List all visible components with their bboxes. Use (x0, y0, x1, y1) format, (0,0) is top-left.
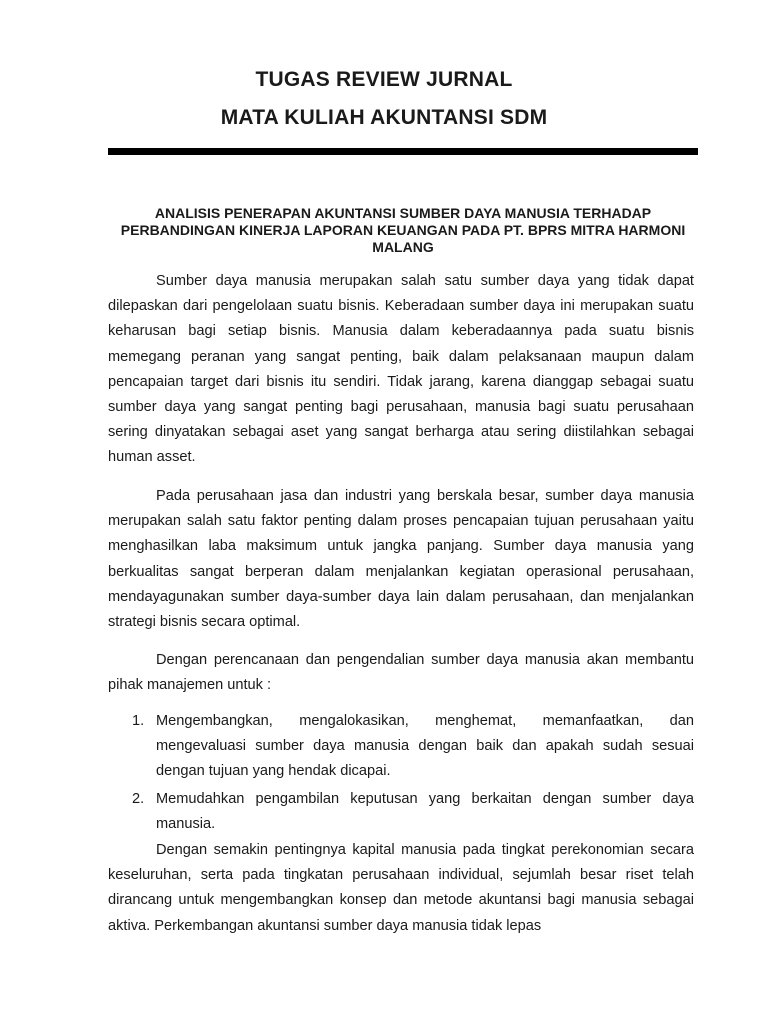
document-title: TUGAS REVIEW JURNAL (255, 68, 513, 91)
paragraph-1 (108, 269, 694, 471)
paragraph-4 (108, 838, 694, 939)
title-divider (108, 148, 698, 155)
list-number: 2. (132, 791, 145, 807)
paragraph-2 (108, 484, 694, 635)
document-subtitle: MATA KULIAH AKUNTANSI SDM (220, 106, 548, 129)
list-text: Mengembangkan, mengalokasikan, menghemat, memanfaatkan, dan mengevaluasi sumber daya manusia dengan baik dan apakah sudah sesuai dengan tujuan yang hendak dicapai. (156, 713, 694, 780)
paragraph-text: Dengan perencanaan dan pengendalian sumber daya manusia akan membantu pihak manajemen untuk : (108, 652, 694, 694)
paragraph-3 (108, 648, 694, 698)
paragraph-text: Sumber daya manusia merupakan salah satu sumber daya yang tidak dapat dilepaskan dari pengelolaan suatu bisnis. Keberadaan sumber daya ini merupakan suatu keharusan bagi setiap bisnis. Manusia dalam keberadaannya pada suatu bisnis memegang peranan yang sangat penting, baik dalam pelaksanaan maupun dalam pencapaian target dari bisnis itu sendiri. Tidak jarang, karena dianggap sebagai suatu sumber daya yang sangat penting bagi perusahaan, manusia bagi suatu perusahaan sering dinyatakan sebagai aset yang sangat berharga atau sering diistilahkan sebagai human asset. (108, 273, 694, 466)
list-text: Memudahkan pengambilan keputusan yang berkaitan dengan sumber daya manusia. (156, 791, 694, 833)
list-item (108, 709, 694, 785)
journal-heading: ANALISIS PENERAPAN AKUNTANSI SUMBER DAYA MANUSIA TERHADAP PERBANDINGAN KINERJA LAPORAN KEUANGAN PADA PT. BPRS MITRA HARMONI MALANG (120, 205, 686, 255)
list-number: 1. (132, 713, 145, 729)
paragraph-text: Pada perusahaan jasa dan industri yang berskala besar, sumber daya manusia merupakan salah satu faktor penting dalam proses pencapaian tujuan perusahaan yaitu menghasilkan laba maksimum untuk jangka panjang. Sumber daya manusia yang berkualitas sangat berperan dalam menjalankan kegiatan operasional perusahaan, mendayagunakan sumber daya-sumber daya lain dalam perusahaan, dan menjalankan strategi bisnis secara optimal. (108, 488, 694, 631)
list-item (108, 787, 694, 837)
paragraph-text: Dengan semakin pentingnya kapital manusia pada tingkat perekonomian secara keseluruhan, serta pada tingkatan perusahaan individual, sejumlah besar riset telah dirancang untuk mengembangkan konsep dan metode akuntansi bagi manusia sebagai aktiva. Perkembangan akuntansi sumber daya manusia tidak lepas (108, 842, 694, 934)
